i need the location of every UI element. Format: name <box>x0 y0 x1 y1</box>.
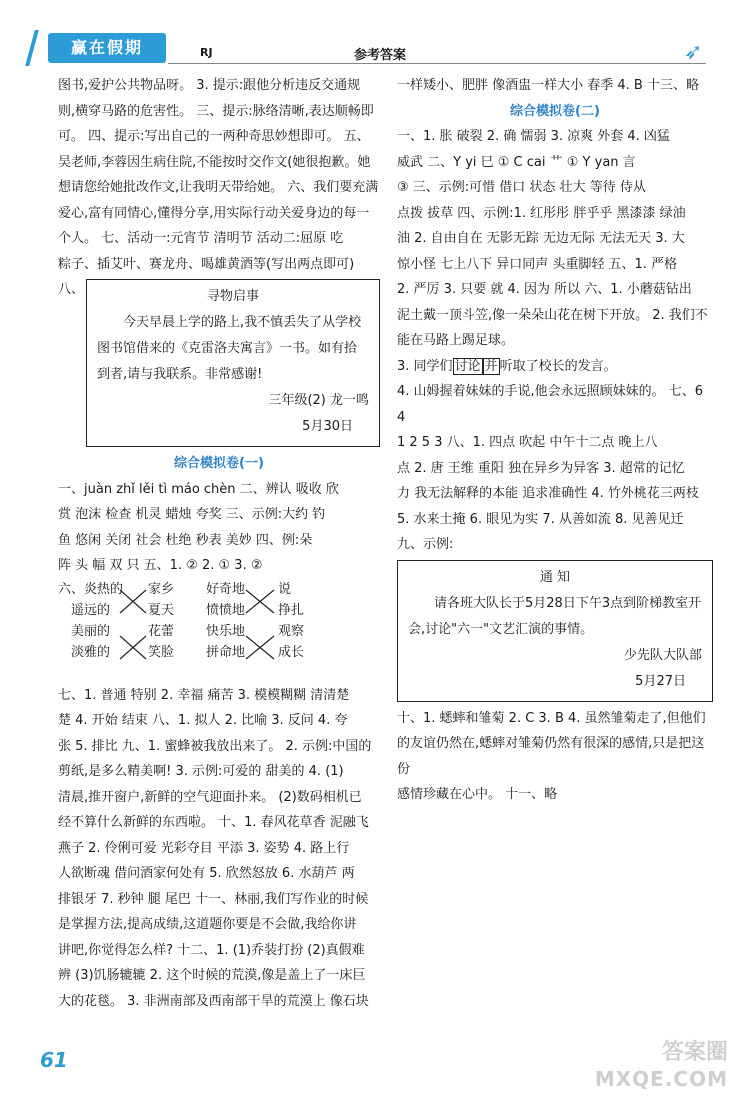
answer-line: 粽子、插艾叶、赛龙舟、喝雄黄酒等(写出两点即可) <box>58 256 355 272</box>
notice-body: 今天早晨上学的路上,我不慎丢失了从学校图书馆借来的《克雷洛夫寓言》一书。如有拾到者,请与我联系。非常感谢! <box>97 315 362 382</box>
match-item: 说 <box>278 581 292 597</box>
proof-post: 了校长的发言。 <box>525 358 617 374</box>
left-column <box>58 73 380 1014</box>
answer-line: 剪纸,是多么精美啊! 3. 示例:可爱的 甜美的 4. (1) <box>58 764 344 779</box>
watermark-url: MXQE.COM <box>594 1067 728 1091</box>
match-label: 六、 <box>58 581 85 597</box>
match-item: 笑脸 <box>148 644 175 660</box>
answer-line: 可。 四、提示:写出自己的一两种奇思妙想即可。 五、 <box>58 129 370 144</box>
match-item: 好奇地 <box>206 581 246 597</box>
notice-body: 请各班大队长于5月28日下午3点到阶梯教室开会,讨论"六一"文艺汇演的事情。 <box>408 595 702 637</box>
answer-line: 威武 二、Y yi 巳 ① C cai 艹 ① Y yan 言 <box>397 154 636 170</box>
match-column-a <box>58 579 123 663</box>
match-item: 花蕾 <box>148 623 175 639</box>
match-item: 夏天 <box>148 602 175 618</box>
meeting-notice <box>397 560 713 702</box>
answer-line: 想请您给她批改作文,让我明天带给她。 六、我们要充满 <box>58 180 379 195</box>
answer-line: 燕子 2. 伶俐可爱 光彩夺目 平添 3. 姿势 4. 路上行 <box>58 840 350 856</box>
answer-line: 的友谊仍然在,蟋蟀对雏菊仍然有很深的感情,只是把这份 <box>397 736 705 777</box>
page-header <box>0 0 750 66</box>
answer-line: 点拨 拔草 四、示例:1. 红彤彤 胖乎乎 黑漆漆 绿油 <box>397 205 686 221</box>
match-item: 观察 <box>278 623 305 639</box>
answer-line: 一样矮小、肥胖 像酒盅一样大小 春季 4. B 十三、略 <box>397 78 699 93</box>
match-item: 美丽的 <box>71 623 111 639</box>
answer-line: 张 5. 排比 九、1. 蜜蜂被我放出来了。 2. 示例:中国的 <box>58 738 372 754</box>
answer-line: 人欲断魂 借问酒家何处有 5. 欣然怒放 6. 水葫芦 两 <box>58 866 355 881</box>
answer-line: 力 我无法解释的本能 追求准确性 4. 竹外桃花三两枝 <box>397 486 699 501</box>
answer-line: 讲吧,你觉得怎么样? 十二、1. (1)乔装打扮 (2)真假难 <box>58 942 365 958</box>
proof-mid: 听取 <box>499 358 526 374</box>
proofread-line <box>397 354 713 380</box>
answer-line: ③ 三、示例:可惜 借口 状态 壮大 等待 侍从 <box>397 180 646 195</box>
notice-signature: 少先队大队部 <box>623 647 702 663</box>
page-number: 61 <box>40 1048 68 1072</box>
watermark-logo: 答案圈 <box>661 1040 728 1065</box>
proof-box: 讨论 <box>454 358 481 374</box>
answer-line: 惊小怪 七上八下 异口同声 头重脚轻 五、1. 严格 <box>397 256 678 272</box>
match-item: 炎热的 <box>84 581 124 597</box>
match-column-b <box>148 579 174 663</box>
answer-line: 2. 严厉 3. 只要 就 4. 因为 所以 六、1. 小蘑菇钻出 <box>397 282 692 297</box>
bird-icon: ➶ <box>684 40 703 65</box>
section-heading: 综合模拟卷(二) <box>510 103 600 119</box>
lost-item-notice <box>86 279 380 447</box>
answer-line: 阵 头 幅 双 只 五、1. ② 2. ① 3. ② <box>58 558 263 573</box>
answer-line: 能在马路上踢足球。 <box>397 333 515 348</box>
logo: 赢在假期 <box>48 33 166 63</box>
answer-line: 感情珍藏在心中。 十一、略 <box>397 787 558 802</box>
answer-line: 排银牙 7. 秒钟 腿 尾巴 十一、林丽,我们写作业的时候 <box>58 891 369 907</box>
match-column-d <box>278 579 304 663</box>
answer-line: 十、1. 蟋蟀和雏菊 2. C 3. B 4. 虽然雏菊走了,但他们 <box>397 710 706 726</box>
match-item: 家乡 <box>148 581 175 597</box>
answer-line: 楚 4. 开始 结束 八、1. 拟人 2. 比喻 3. 反问 4. 夸 <box>58 713 348 728</box>
answer-line: 九、示例: <box>397 537 454 552</box>
matching-exercise <box>58 579 380 683</box>
answer-line: 清晨,推开窗户,新鲜的空气迎面扑来。 (2)数码相机已 <box>58 789 362 805</box>
match-item: 愤愤地 <box>206 602 246 618</box>
notice-label: 八、 <box>58 282 85 297</box>
section-heading: 综合模拟卷(一) <box>174 456 264 471</box>
notice-title: 通 知 <box>539 569 571 585</box>
answer-line: 个人。 七、活动一:元宵节 清明节 活动二:屈原 吃 <box>58 231 344 246</box>
answer-line: 泥土戴一顶斗笠,像一朵朵山花在树下开放。 2. 我们不 <box>397 307 708 323</box>
answer-line: 油 2. 自由自在 无影无踪 无边无际 无法无天 3. 大 <box>397 231 685 246</box>
answer-line: 5. 水来土掩 6. 眼见为实 7. 从善如流 8. 见善见迁 <box>397 511 684 527</box>
proof-pre: 3. 同学们 <box>397 358 453 374</box>
notice-date: 5月27日 <box>635 673 686 689</box>
answer-line: 一、1. 胀 破裂 2. 确 懦弱 3. 凉爽 外套 4. 凶猛 <box>397 129 670 144</box>
notice-signature: 三年级(2) 龙一鸣 <box>268 393 369 408</box>
answer-line: 辨 (3)饥肠辘辘 2. 这个时候的荒漠,像是盖上了一床巨 <box>58 968 366 983</box>
header-divider <box>168 63 706 64</box>
watermark <box>595 1040 728 1092</box>
match-item: 成长 <box>278 644 305 660</box>
answer-line: 则,横穿马路的危害性。 三、提示:脉络清晰,表达顺畅即 <box>58 103 374 119</box>
proof-box: 并 <box>484 358 498 374</box>
answer-line: 是掌握方法,提高成绩,这道题你要是不会做,我给你讲 <box>58 917 357 932</box>
answer-line: 鱼 悠闲 关闭 社会 杜绝 秒表 美妙 四、例:朵 <box>58 532 313 548</box>
answer-line: 爱心,富有同情心,懂得分享,用实际行动关爱身边的每一 <box>58 205 370 221</box>
match-item: 遥远的 <box>71 602 111 618</box>
answer-line: 图书,爱护公共物品呀。 3. 提示:跟他分析违反交通规 <box>58 78 361 93</box>
edition-label: RJ <box>200 46 213 59</box>
match-item: 快乐地 <box>206 623 246 639</box>
notice-date: 5月30日 <box>302 419 353 434</box>
answer-line: 赏 泡沫 检查 机灵 蜡烛 夸奖 三、示例:大约 钓 <box>58 507 326 522</box>
notice-row <box>58 277 380 451</box>
answer-line: 大的花毯。 3. 非洲南部及西南部干旱的荒漠上 像石块 <box>58 993 369 1009</box>
match-item: 淡雅的 <box>71 644 111 660</box>
answer-line: 七、1. 普通 特别 2. 幸福 痛苦 3. 模模糊糊 清清楚 <box>58 687 350 703</box>
answer-line: 一、juàn zhǐ lěi tì máo chèn 二、辨认 吸收 欣 <box>58 481 339 497</box>
match-item: 拼命地 <box>206 644 246 660</box>
answer-line: 1 2 5 3 八、1. 四点 吹起 中午十二点 晚上八 <box>397 435 658 450</box>
answer-line: 吴老师,李蓉因生病住院,不能按时交作文(她很抱歉。她 <box>58 154 371 170</box>
match-column-c <box>206 579 245 663</box>
answer-line: 4. 山姆握着妹妹的手说,他会永远照顾妹妹的。 七、6 4 <box>397 384 704 425</box>
match-item: 挣扎 <box>278 602 305 618</box>
answer-line: 经不算什么新鲜的东西啦。 十、1. 春风花草香 泥融飞 <box>58 815 369 830</box>
page-title: 参考答案 <box>354 48 407 63</box>
right-column <box>397 73 713 808</box>
answer-line: 点 2. 唐 王维 重阳 独在异乡为异客 3. 超常的记忆 <box>397 460 685 476</box>
notice-title: 寻物启事 <box>206 289 259 304</box>
